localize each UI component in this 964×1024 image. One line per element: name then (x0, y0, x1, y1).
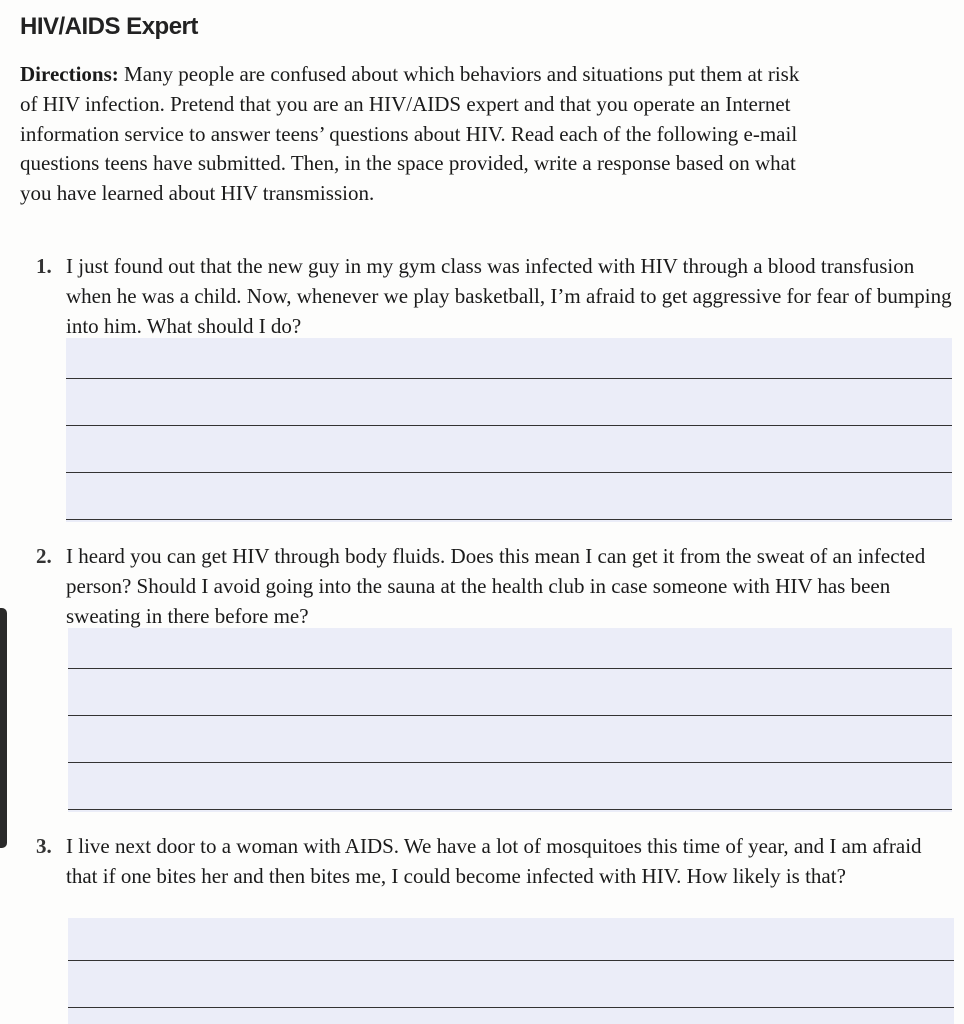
answer-area-3[interactable] (68, 918, 954, 1024)
question-text: I just found out that the new guy in my gym class was infected with HIV through a blood transfusion when he was a child. Now, whenever we play basketball, I’m afraid to get aggressive for fear of bumping into him. What should I do? (66, 254, 952, 338)
answer-line[interactable] (68, 762, 952, 763)
answer-line[interactable] (68, 668, 952, 669)
directions-label: Directions: (20, 62, 119, 86)
answer-line[interactable] (66, 425, 952, 426)
answer-line[interactable] (68, 809, 952, 810)
answer-line[interactable] (68, 960, 954, 961)
question-text: I live next door to a woman with AIDS. We have a lot of mosquitoes this time of year, and I am afraid that if one bites her and then bites me, I could become infected with HIV. How likely is that? (66, 834, 922, 888)
answer-area-1[interactable] (66, 338, 952, 522)
answer-line[interactable] (66, 519, 952, 520)
binder-tab (0, 608, 7, 848)
question-number: 3. (36, 834, 52, 858)
question-2 (36, 542, 952, 631)
directions-paragraph (20, 60, 820, 209)
answer-line[interactable] (66, 378, 952, 379)
directions-text: Many people are confused about which behaviors and situations put them at risk of HIV infection. Pretend that you are an HIV/AIDS expert and that you operate an Internet information service to answer teens’ questions about HIV. Read each of the following e-mail questions teens have submitted. Then, in the space provided, write a response based on what you have learned about HIV transmission. (20, 62, 800, 206)
answer-line[interactable] (66, 472, 952, 473)
answer-area-2[interactable] (68, 628, 952, 812)
question-3 (36, 832, 952, 892)
question-1 (36, 252, 952, 341)
question-number: 2. (36, 544, 52, 568)
answer-line[interactable] (68, 1007, 954, 1008)
question-text: I heard you can get HIV through body fluids. Does this mean I can get it from the sweat of an infected person? Should I avoid going into the sauna at the health club in case someone with HIV has been sweating in there before me? (66, 544, 926, 628)
question-number: 1. (36, 254, 52, 278)
page-title: HIV/AIDS Expert (20, 13, 198, 40)
answer-line[interactable] (68, 715, 952, 716)
